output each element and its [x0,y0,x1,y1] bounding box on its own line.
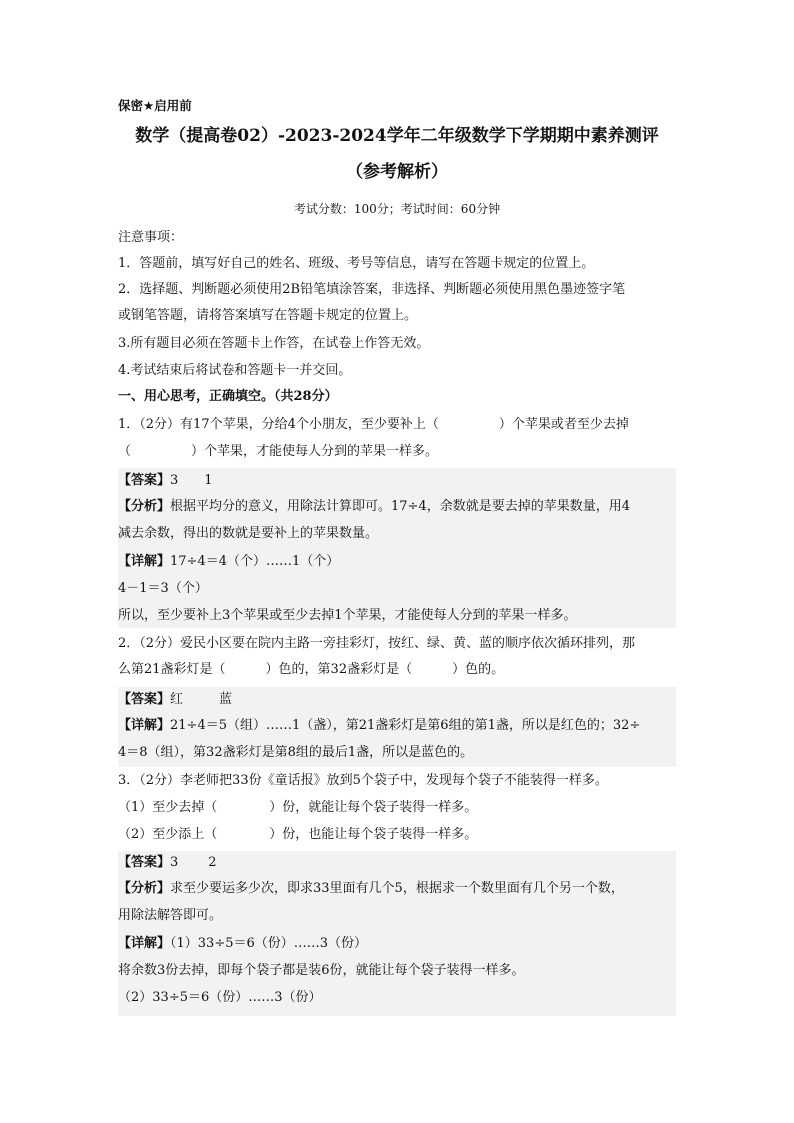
section-heading: 一、用心思考，正确填空。（共28分） [118,389,338,404]
q3-answer-2: 2 [208,855,217,870]
q3-answer [118,853,217,873]
q3-detail-text-a: （1）33÷5＝6（份）……3（份） [170,936,368,951]
q3-sub1-part-b: ）份，就能让每个袋子装得一样多。 [269,800,478,815]
q3-detail-line2: 将余数3份去掉，即每个袋子都是装6份，就能让每个袋子装得一样多。 [118,963,525,978]
q2-stem-part-3: ）色的。 [452,662,505,677]
q1-solution-block [118,468,676,628]
note-1: 1．答题前，填写好自己的姓名、班级、考号等信息，请写在答题卡规定的位置上。 [118,256,595,271]
q3-sub2 [118,825,477,845]
q2-detail-line1 [118,716,640,736]
answer-tag: 【答案】 [118,692,171,707]
q3-answer-1: 3 [170,855,179,870]
q1-detail-line3: 所以，至少要补上3个苹果或至少去掉1个苹果，才能使每人分到的苹果一样多。 [118,608,577,623]
q1-stem-part-b: ）个苹果或者至少去掉 [498,417,629,432]
q2-answer-2: 蓝 [219,692,233,707]
q1-stem-line1 [118,415,629,435]
q1-stem-part-a: 1．（2分）有17个苹果，分给4个小朋友，至少要补上（ [118,417,439,432]
q1-analysis-text-a: 根据平均分的意义，用除法计算即可。17÷4，余数就是要去掉的苹果数量，用4 [170,499,630,514]
document-title: 数学（提高卷02）-2023-2024学年二年级数学下学期期中素养测评 [135,126,659,146]
q2-detail-text-a: 21÷4＝5（组）……1（盏），第21盏彩灯是第6组的第1盏，所以是红色的；32÷ [170,718,641,733]
q1-answer-2: 1 [204,473,213,488]
note-2-line1: 2．选择题、判断题必须使用2B铅笔填涂答案，非选择、判断题必须使用黑色墨迹签字笔 [118,282,626,297]
q1-detail-line2: 4－1＝3（个） [118,581,208,596]
document-subtitle: （参考解析） [346,162,448,182]
q1-answer-1: 3 [170,473,179,488]
q1-stem-part-c: （ [118,444,132,459]
answer-tag: 【答案】 [118,473,171,488]
q3-sub1-part-a: （1）至少去掉（ [118,800,218,815]
q2-stem-line2 [118,660,504,680]
q3-analysis-line2: 用除法解答即可。 [118,908,223,923]
detail-tag: 【详解】 [118,936,171,951]
analysis-tag: 【分析】 [118,881,171,896]
note-3: 3.所有题目必须在答题卡上作答，在试卷上作答无效。 [118,336,430,351]
q1-answer [118,471,213,491]
q1-analysis-line1 [118,497,630,517]
note-2-line2: 或钢笔答题，请将答案填写在答题卡规定的位置上。 [118,308,418,323]
q3-stem: 3．（2分）李老师把33份《童话报》放到5个袋子中，发现每个袋子不能装得一样多。 [118,773,608,788]
confidential-label: 保密★启用前 [118,98,192,113]
notes-heading: 注意事项： [118,230,184,245]
q3-detail-line1 [118,934,367,954]
q2-answer [118,690,232,710]
q1-analysis-line2: 减去余数，得出的数就是要补上的苹果数量。 [118,526,379,541]
q3-analysis-line1 [118,879,624,899]
answer-tag: 【答案】 [118,855,171,870]
q2-detail-line2: 4＝8（组），第32盏彩灯是第8组的最后1盏，所以是蓝色的。 [118,745,474,760]
q1-detail-text-a: 17÷4＝4（个）……1（个） [170,554,340,569]
q3-detail-line3: （2）33÷5＝6（份）……3（份） [118,990,322,1005]
q3-sub1 [118,798,477,818]
exam-info: 考试分数：100分；考试时间：60分钟 [293,202,501,216]
q3-sub2-part-b: ）份，也能让每个袋子装得一样多。 [269,827,478,842]
q1-stem-line2 [118,442,438,462]
analysis-tag: 【分析】 [118,499,171,514]
detail-tag: 【详解】 [118,554,171,569]
q2-stem-part-1: 么第21盏彩灯是（ [118,662,226,677]
q2-stem-line1: 2．（2分）爱民小区要在院内主路一旁挂彩灯，按红、绿、黄、蓝的顺序依次循环排列，那 [118,636,636,651]
q1-detail-line1 [118,552,339,572]
detail-tag: 【详解】 [118,718,171,733]
note-4: 4.考试结束后将试卷和答题卡一并交回。 [118,363,352,378]
q3-sub2-part-a: （2）至少添上（ [118,827,218,842]
q3-analysis-text-a: 求至少要运多少次，即求33里面有几个5，根据求一个数里面有几个另一个数， [170,881,624,896]
q2-answer-1: 红 [170,692,184,707]
q2-stem-part-2: ）色的，第32盏彩灯是（ [265,662,413,677]
q1-stem-part-d: ）个苹果，才能使每人分到的苹果一样多。 [191,444,439,459]
